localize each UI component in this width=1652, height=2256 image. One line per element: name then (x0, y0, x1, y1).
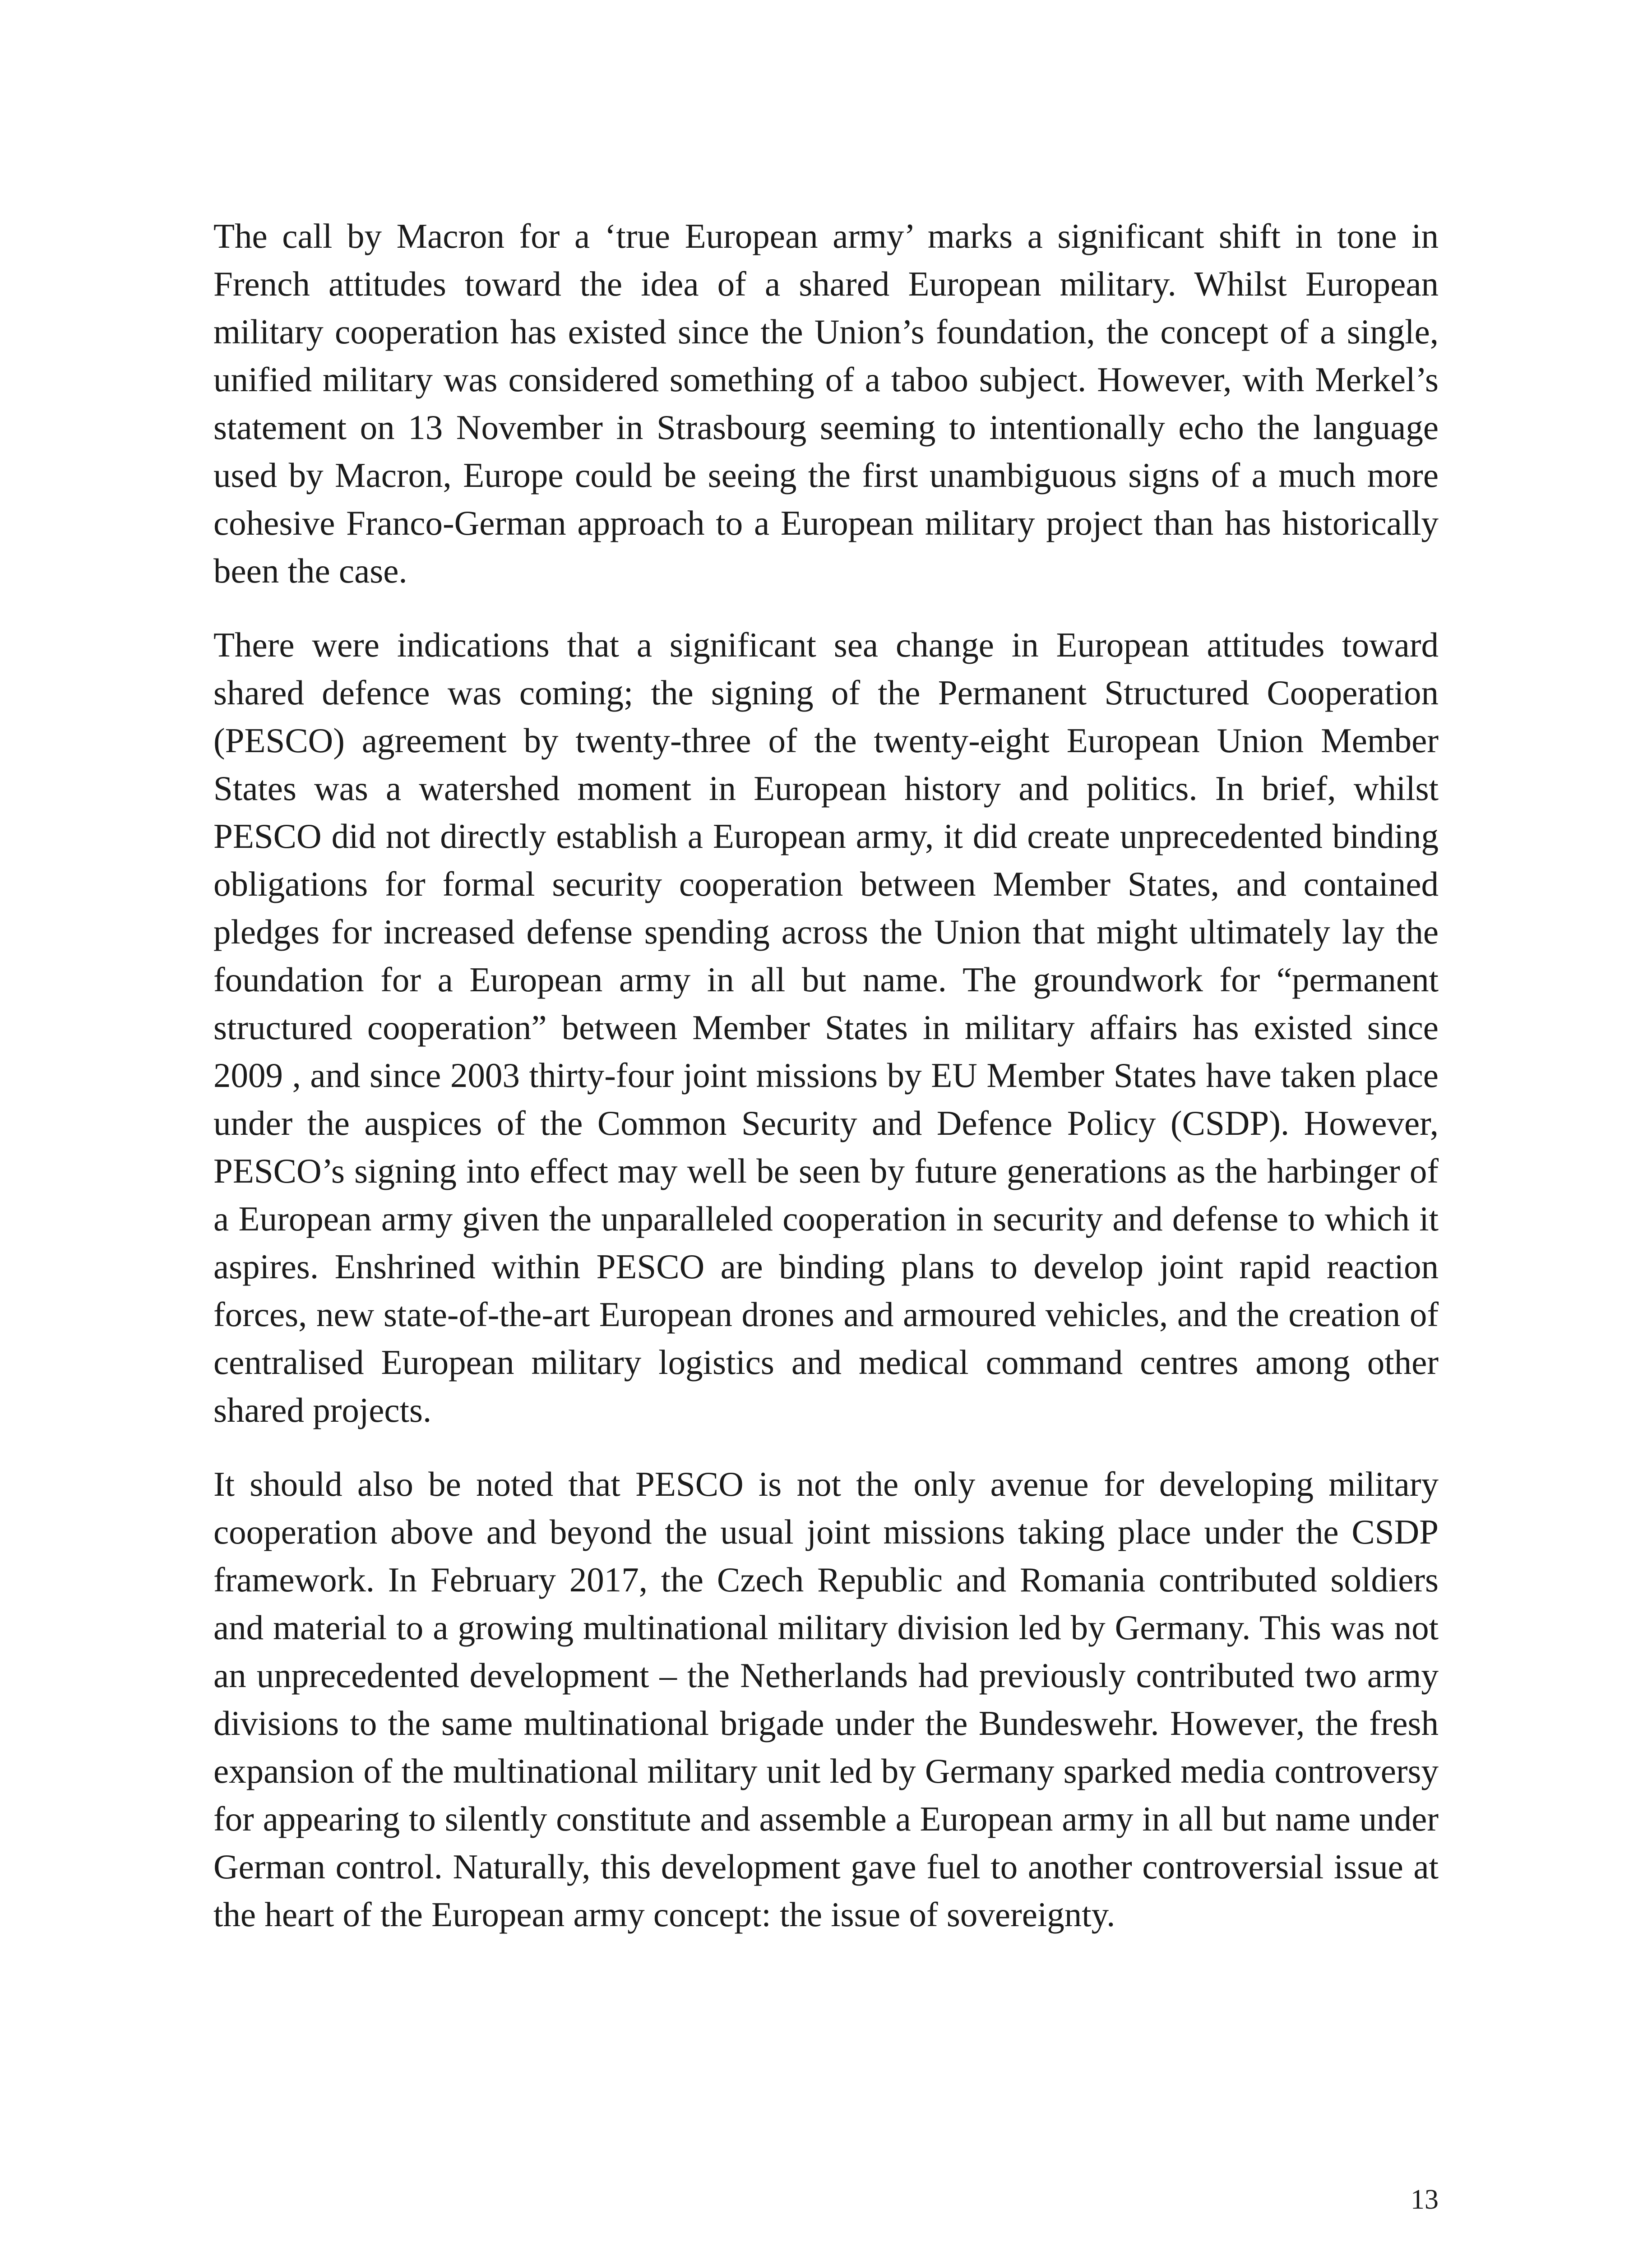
page-number: 13 (1411, 2184, 1439, 2215)
paragraph-macron-european-army: The call by Macron for a ‘true European army’ marks a significant shift in tone in French attitudes toward the idea of a shared European military. Whilst European military cooperation has existed since the Union’s foundation, the concept of a single, unified military was considered something of a taboo subject. However, with Merkel’s statement on 13 November in Strasbourg seeming to intentionally echo the language used by Macron, Europe could be seeing the first unambiguous signs of a much more cohesive Franco-German approach to a European military project than has historically been the case. (213, 217, 1439, 590)
paragraph-multinational-division: It should also be noted that PESCO is not the only avenue for developing military cooperation above and beyond the usual joint missions taking place under the CSDP framework. In February 2017, the Czech Republic and Romania contributed soldiers and material to a growing multinational military division led by Germany. This was not an unprecedented development – the Netherlands had previously contributed two army divisions to the same multinational brigade under the Bundeswehr. However, the fresh expansion of the multinational military unit led by Germany sparked media controversy for appearing to silently constitute and assemble a European army in all but name under German control. Naturally, this development gave fuel to another controversial issue at the heart of the European army concept: the issue of sovereignty. (213, 1465, 1439, 1934)
body-text (213, 212, 1439, 1965)
paragraph-pesco-agreement: There were indications that a significant sea change in European attitudes toward shared defence was coming; the signing of the Permanent Structured Cooperation (PESCO) agreement by twenty-three of the twenty-eight European Union Member States was a watershed moment in European history and politics. In brief, whilst PESCO did not directly establish a European army, it did create unprecedented binding obligations for formal security cooperation between Member States, and contained pledges for increased defense spending across the Union that might ultimately lay the foundation for a European army in all but name. The groundwork for “permanent structured cooperation” between Member States in military affairs has existed since 2009 , and since 2003 thirty-four joint missions by EU Member States have taken place under the auspices of the Common Security and Defence Policy (CSDP). However, PESCO’s signing into effect may well be seen by future generations as the harbinger of a European army given the unparalleled cooperation in security and defense to which it aspires. Enshrined within PESCO are binding plans to develop joint rapid reaction forces, new state-of-the-art European drones and armoured vehicles, and the creation of centralised European military logistics and medical command centres among other shared projects. (213, 625, 1439, 1429)
